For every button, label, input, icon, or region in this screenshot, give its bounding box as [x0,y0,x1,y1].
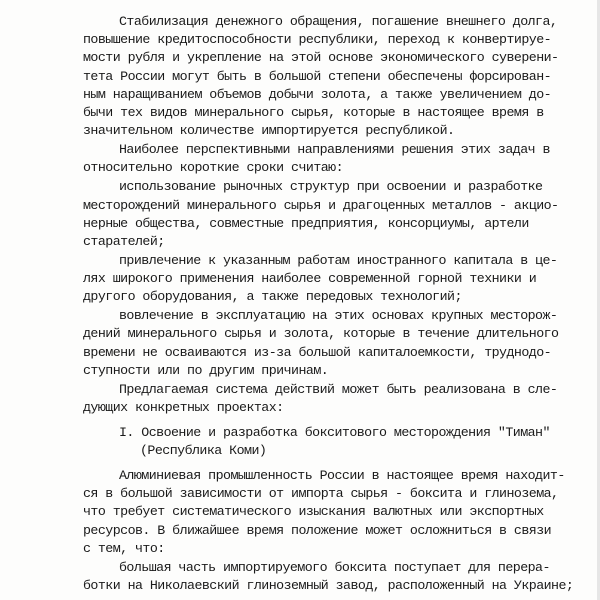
list-item-1-line-2: месторождений минерального сырья и драгоценных металлов - акцио- [83,197,559,213]
list-item-1-line-3: нерные общества, совместные предприятия, консорциумы, артели [83,215,529,231]
paragraph-4-line-5: с тем, что: [83,540,165,556]
section-heading-line-1: I. Освоение и разработка бокситового месторождения "Тиман" [119,424,550,440]
list-item-4-line-1: большая часть импортируемого боксита поступает для перера- [119,559,550,575]
paragraph-1-line-1: Стабилизация денежного обращения, погашение внешнего долга, [119,14,558,29]
paragraph-4-line-1: Алюминиевая промышленность России в настоящее время находит- [119,468,565,484]
paragraph-1-line-4: тета России могут быть в большой степени обеспечены форсирован- [83,68,552,84]
paragraph-4-line-4: ресурсов. В ближайшее время положение может осложниться в связи [83,522,552,538]
paragraph-2-line-2: относительно короткие сроки считаю: [83,160,344,176]
paragraph-3-line-2: дующих конкретных проектах: [83,400,284,415]
list-item-4-line-2: ботки на Николаевский глиноземный завод, расположенный на Украине; [83,578,574,593]
paragraph-1-line-2: повышение кредитоспособности республики, переход к конвертируе- [83,32,552,48]
section-heading-line-2: (Республика Коми) [140,442,267,458]
list-item-3-line-4: ступности или по другим причинам. [83,362,329,378]
paragraph-1-line-7: значительном количестве импортируется республикой. [83,123,455,138]
paragraph-4-line-2: ся в большой зависимости от импорта сырья - боксита и глинозема, [83,486,559,502]
list-item-1-line-4: старателей; [83,233,165,249]
list-item-3-line-2: дений минерального сырья и золота, которые в течение длительного [83,326,559,342]
list-item-3-line-1: вовлечение в эксплуатацию на этих основах крупных месторож- [119,308,558,324]
list-item-1-line-1: использование рыночных структур при освоении и разработке [119,179,543,195]
paragraph-1-line-6: бычи тех видов минерального сырья, которые в настоящее время в [83,104,544,120]
paragraph-1-line-5: ным наращиванием объемов добычи золота, а также увеличением до- [83,86,552,102]
paragraph-3-line-1: Предлагаемая система действий может быть реализована в сле- [119,381,558,397]
paragraph-1-line-3: мости рубля и укрепление на этой основе экономического суверени- [83,50,559,66]
paragraph-2-line-1: Наиболее перспективными направлениями решения этих задач в [119,142,550,158]
list-item-2-line-2: лях широкого применения наиболее современной горной техники и [83,271,537,286]
list-item-2-line-1: привлечение к указанным работам иностранного капитала в це- [119,252,558,268]
list-item-2-line-3: другого оборудования, а также передовых технологий; [83,289,462,305]
paragraph-4-line-3: что требует систематического изыскания валютных или экспортных [83,504,544,520]
list-item-3-line-3: времени не осваиваются из-за большой капиталоемкости, труднодо- [83,344,552,360]
